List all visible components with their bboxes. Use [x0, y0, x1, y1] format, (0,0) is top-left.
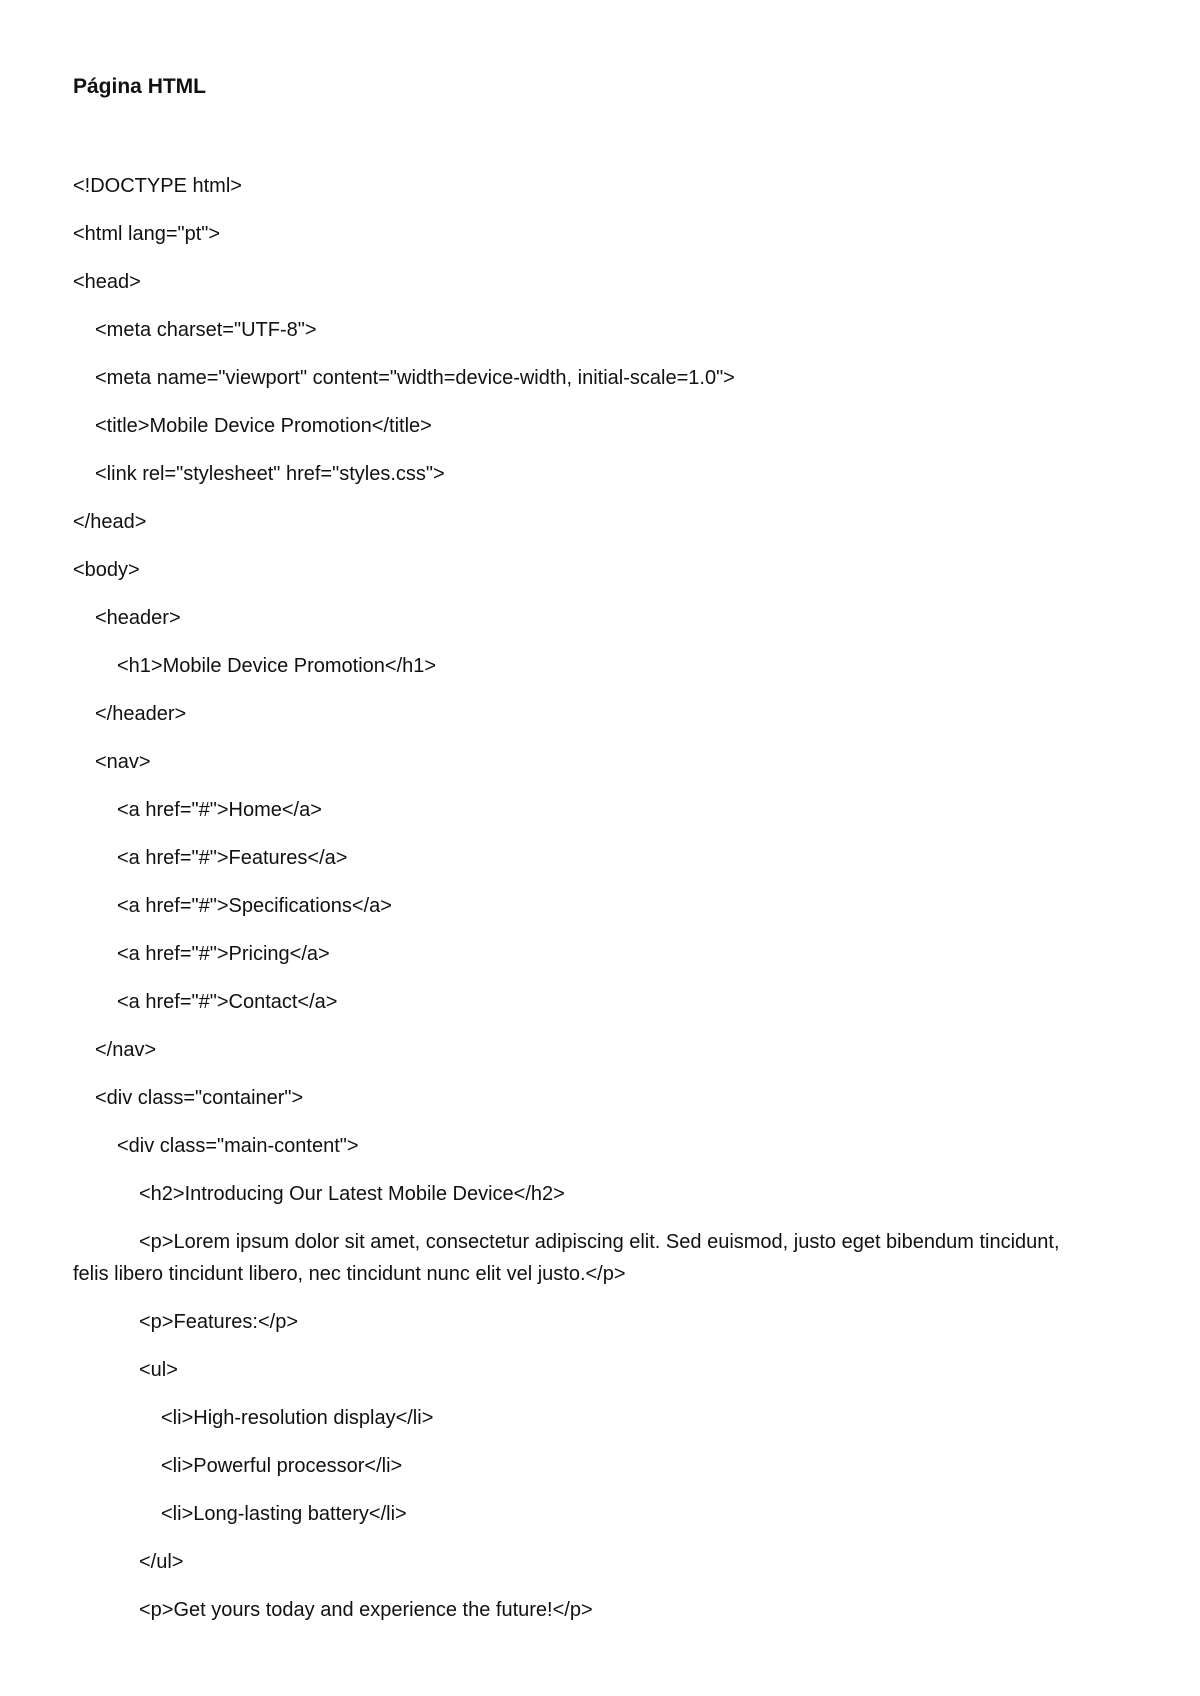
code-line: <!DOCTYPE html>: [73, 175, 242, 197]
code-line: </header>: [95, 703, 187, 725]
code-line: <h1>Mobile Device Promotion</h1>: [117, 655, 437, 677]
code-line: <li>Powerful processor</li>: [161, 1455, 403, 1477]
code-line: <p>Get yours today and experience the future!</p>: [139, 1599, 593, 1621]
code-line-wrapped: <p>Lorem ipsum dolor sit amet, consectetur adipiscing elit. Sed euismod, justo eget bibendum tincidunt, felis libero tincidunt libero, nec tincidunt nunc elit vel justo.</p>: [73, 1231, 1060, 1285]
code-line: <html lang="pt">: [73, 223, 221, 245]
code-line: <meta charset="UTF-8">: [95, 319, 317, 341]
code-line: <body>: [73, 559, 140, 581]
code-line: <a href="#">Contact</a>: [117, 991, 338, 1013]
code-line: </head>: [73, 511, 147, 533]
code-line: <a href="#">Specifications</a>: [117, 895, 392, 917]
code-line: <p>Features:</p>: [139, 1311, 299, 1333]
code-line: <li>Long-lasting battery</li>: [161, 1503, 407, 1525]
code-line: <ul>: [139, 1359, 178, 1381]
code-line: <link rel="stylesheet" href="styles.css">: [95, 463, 445, 485]
code-line: </nav>: [95, 1039, 157, 1061]
code-line: <a href="#">Home</a>: [117, 799, 322, 821]
code-line: <header>: [95, 607, 181, 629]
code-line: <div class="container">: [95, 1087, 304, 1109]
code-line: <a href="#">Pricing</a>: [117, 943, 330, 965]
code-line: <div class="main-content">: [117, 1135, 359, 1157]
code-line: <h2>Introducing Our Latest Mobile Device</h2>: [139, 1183, 565, 1205]
code-line: <nav>: [95, 751, 151, 773]
code-line: <li>High-resolution display</li>: [161, 1407, 434, 1429]
code-line: </ul>: [139, 1551, 184, 1573]
code-line: <meta name="viewport" content="width=device-width, initial-scale=1.0">: [95, 367, 735, 389]
code-line: <title>Mobile Device Promotion</title>: [95, 415, 432, 437]
code-line: <head>: [73, 271, 141, 293]
document-title: Página HTML: [73, 75, 207, 98]
code-line: <a href="#">Features</a>: [117, 847, 348, 869]
